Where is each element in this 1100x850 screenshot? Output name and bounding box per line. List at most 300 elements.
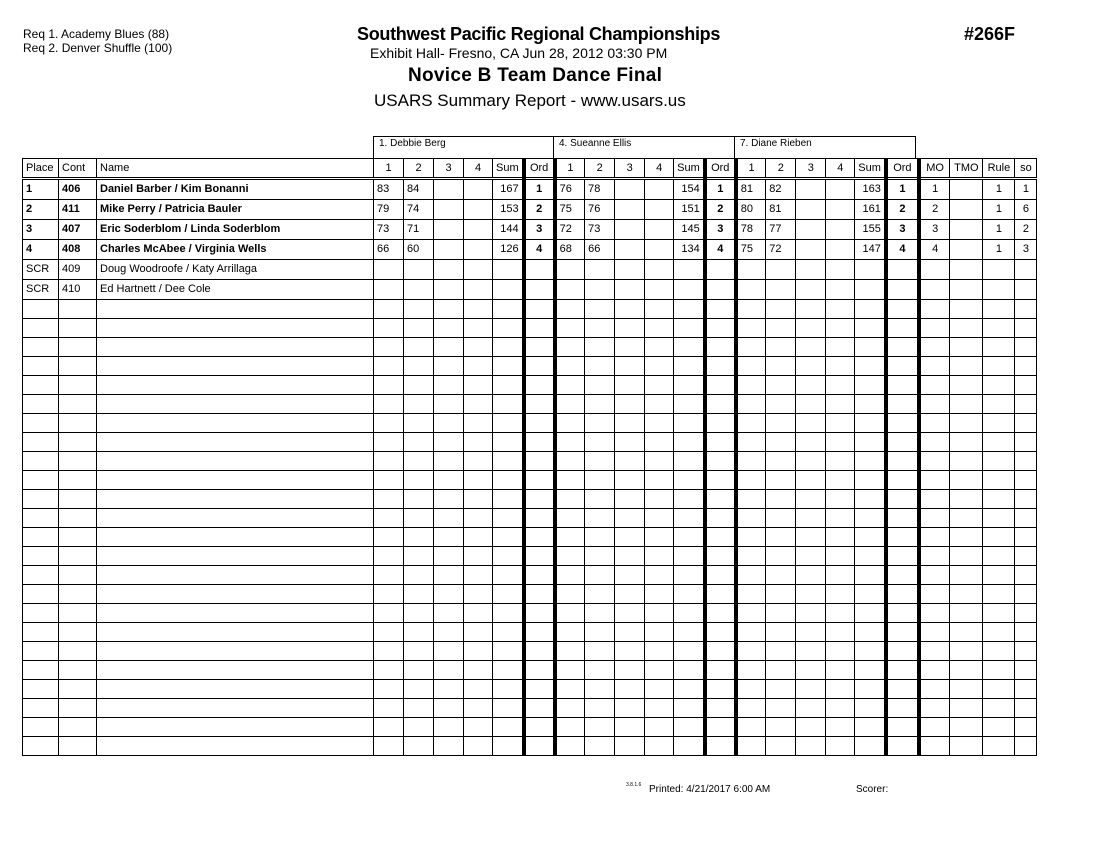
- score-cell: [674, 471, 705, 490]
- score-cell: [705, 547, 736, 566]
- score-cell: [736, 319, 766, 338]
- place-cell: [23, 718, 59, 737]
- score-cell: [645, 585, 674, 604]
- blank-row: [23, 509, 1037, 528]
- sum-cell: [493, 260, 524, 280]
- score-cell: [404, 490, 434, 509]
- place-cell: [23, 623, 59, 642]
- blank-row: [23, 737, 1037, 756]
- score-cell: [796, 414, 826, 433]
- blank-row: [23, 604, 1037, 623]
- score-cell: [374, 623, 404, 642]
- rule-cell: [983, 604, 1015, 623]
- score-cell: [374, 566, 404, 585]
- score-cell: [434, 737, 464, 756]
- score-cell: [886, 471, 919, 490]
- score-cell: [524, 471, 555, 490]
- cont-cell: [59, 585, 97, 604]
- score-cell: [434, 699, 464, 718]
- score-cell: [826, 528, 855, 547]
- score-cell: 75: [555, 200, 585, 220]
- name-cell: [97, 357, 374, 376]
- score-cell: [555, 260, 585, 280]
- score-cell: [766, 737, 796, 756]
- report-subtitle: USARS Summary Report - www.usars.us: [374, 91, 686, 110]
- name-cell: [97, 642, 374, 661]
- score-cell: [766, 260, 796, 280]
- score-cell: [645, 179, 674, 200]
- score-cell: [826, 661, 855, 680]
- mo-cell: [919, 433, 950, 452]
- score-cell: [493, 433, 524, 452]
- score-cell: [705, 376, 736, 395]
- score-cell: [855, 300, 886, 319]
- ord-cell: [886, 280, 919, 300]
- score-cell: [736, 490, 766, 509]
- score-cell: [615, 179, 645, 200]
- score-cell: 73: [374, 220, 404, 240]
- score-cell: [886, 338, 919, 357]
- score-cell: [493, 300, 524, 319]
- score-cell: [645, 509, 674, 528]
- score-cell: [826, 260, 855, 280]
- score-cell: [555, 680, 585, 699]
- rule-cell: [983, 452, 1015, 471]
- score-cell: [766, 433, 796, 452]
- score-cell: [524, 585, 555, 604]
- so-cell: [1015, 471, 1037, 490]
- score-cell: [374, 471, 404, 490]
- score-cell: [736, 395, 766, 414]
- score-cell: [736, 547, 766, 566]
- mo-cell: 2: [919, 200, 950, 220]
- score-cell: [826, 718, 855, 737]
- score-cell: [796, 623, 826, 642]
- score-cell: [615, 452, 645, 471]
- ord-cell: [705, 260, 736, 280]
- place-cell: [23, 642, 59, 661]
- score-cell: [826, 179, 855, 200]
- score-cell: [524, 452, 555, 471]
- place-cell: [23, 509, 59, 528]
- score-cell: [615, 338, 645, 357]
- name-cell: Ed Hartnett / Dee Cole: [97, 280, 374, 300]
- score-cell: [796, 452, 826, 471]
- score-cell: 71: [404, 220, 434, 240]
- score-cell: [464, 699, 493, 718]
- score-cell: [674, 718, 705, 737]
- mo-cell: [919, 718, 950, 737]
- cont-cell: [59, 414, 97, 433]
- mo-cell: [919, 547, 950, 566]
- mo-cell: [919, 338, 950, 357]
- name-cell: [97, 490, 374, 509]
- score-cell: [886, 319, 919, 338]
- mo-cell: [919, 604, 950, 623]
- score-cell: [555, 452, 585, 471]
- score-cell: [524, 642, 555, 661]
- score-cell: [886, 680, 919, 699]
- score-cell: [555, 566, 585, 585]
- score-cell: [585, 376, 615, 395]
- place-cell: [23, 357, 59, 376]
- score-cell: 72: [555, 220, 585, 240]
- col-header-tmo: TMO: [950, 159, 983, 179]
- name-cell: [97, 433, 374, 452]
- name-cell: Charles McAbee / Virginia Wells: [97, 240, 374, 260]
- score-cell: 79: [374, 200, 404, 220]
- score-cell: [493, 604, 524, 623]
- score-cell: [374, 642, 404, 661]
- score-cell: [886, 661, 919, 680]
- score-cell: [585, 680, 615, 699]
- score-cell: [374, 547, 404, 566]
- score-cell: [404, 357, 434, 376]
- cont-cell: [59, 547, 97, 566]
- score-cell: [615, 699, 645, 718]
- score-cell: [555, 490, 585, 509]
- software-version: 3.8.1.6: [626, 782, 642, 788]
- score-cell: [855, 338, 886, 357]
- place-cell: [23, 433, 59, 452]
- tmo-cell: [950, 220, 983, 240]
- score-cell: [524, 528, 555, 547]
- score-cell: [493, 699, 524, 718]
- score-cell: [615, 300, 645, 319]
- score-cell: [796, 395, 826, 414]
- score-cell: [736, 260, 766, 280]
- mo-cell: [919, 395, 950, 414]
- ord-cell: 4: [524, 240, 555, 260]
- score-cell: [705, 528, 736, 547]
- score-cell: [674, 661, 705, 680]
- rule-cell: 1: [983, 179, 1015, 200]
- col-header-judge1-1: 1: [374, 159, 404, 179]
- mo-cell: [919, 357, 950, 376]
- place-cell: 2: [23, 200, 59, 220]
- score-cell: 82: [766, 179, 796, 200]
- score-cell: [796, 547, 826, 566]
- score-cell: [645, 528, 674, 547]
- score-cell: [886, 490, 919, 509]
- score-cell: [464, 566, 493, 585]
- cont-cell: [59, 528, 97, 547]
- rule-cell: [983, 680, 1015, 699]
- place-cell: [23, 699, 59, 718]
- name-cell: [97, 680, 374, 699]
- score-cell: [464, 414, 493, 433]
- rule-cell: [983, 280, 1015, 300]
- score-cell: [796, 661, 826, 680]
- score-cell: [826, 338, 855, 357]
- so-cell: [1015, 260, 1037, 280]
- header-row: [23, 159, 1037, 179]
- score-cell: [855, 433, 886, 452]
- score-cell: [464, 452, 493, 471]
- score-cell: [493, 376, 524, 395]
- score-cell: [434, 220, 464, 240]
- mo-cell: 3: [919, 220, 950, 240]
- name-cell: Eric Soderblom / Linda Soderblom: [97, 220, 374, 240]
- score-cell: [855, 699, 886, 718]
- mo-cell: [919, 623, 950, 642]
- score-cell: [404, 566, 434, 585]
- so-cell: 3: [1015, 240, 1037, 260]
- score-cell: [766, 376, 796, 395]
- score-cell: [524, 376, 555, 395]
- score-cell: 83: [374, 179, 404, 200]
- score-cell: 77: [766, 220, 796, 240]
- rule-cell: [983, 642, 1015, 661]
- score-cell: [464, 661, 493, 680]
- score-cell: [736, 528, 766, 547]
- so-cell: 6: [1015, 200, 1037, 220]
- score-cell: [555, 737, 585, 756]
- score-cell: [434, 376, 464, 395]
- score-cell: [434, 452, 464, 471]
- score-cell: [766, 319, 796, 338]
- score-cell: [524, 357, 555, 376]
- col-header-judge2-4: 4: [645, 159, 674, 179]
- tmo-cell: [950, 240, 983, 260]
- score-cell: [555, 376, 585, 395]
- score-cell: 81: [736, 179, 766, 200]
- score-cell: [374, 737, 404, 756]
- score-cell: [404, 642, 434, 661]
- tmo-cell: [950, 471, 983, 490]
- score-cell: [736, 737, 766, 756]
- rule-cell: [983, 376, 1015, 395]
- score-cell: [705, 338, 736, 357]
- score-cell: [736, 357, 766, 376]
- score-cell: [674, 623, 705, 642]
- cont-cell: 406: [59, 179, 97, 200]
- score-cell: [855, 547, 886, 566]
- ord-cell: 1: [705, 179, 736, 200]
- cont-cell: [59, 604, 97, 623]
- score-cell: [404, 718, 434, 737]
- score-cell: [555, 471, 585, 490]
- score-cell: [736, 338, 766, 357]
- name-cell: [97, 395, 374, 414]
- score-cell: [464, 200, 493, 220]
- score-cell: [796, 220, 826, 240]
- score-cell: [886, 357, 919, 376]
- table-row: [23, 200, 1037, 220]
- rule-cell: 1: [983, 220, 1015, 240]
- score-cell: [796, 376, 826, 395]
- score-cell: [524, 300, 555, 319]
- place-cell: [23, 661, 59, 680]
- mo-cell: [919, 661, 950, 680]
- score-cell: [434, 528, 464, 547]
- score-cell: [826, 604, 855, 623]
- score-cell: [493, 395, 524, 414]
- score-cell: [645, 260, 674, 280]
- so-cell: [1015, 433, 1037, 452]
- score-cell: [585, 528, 615, 547]
- place-cell: [23, 300, 59, 319]
- score-cell: [645, 566, 674, 585]
- score-cell: [796, 319, 826, 338]
- score-cell: [493, 338, 524, 357]
- score-cell: [796, 718, 826, 737]
- mo-cell: [919, 376, 950, 395]
- score-cell: [615, 528, 645, 547]
- score-cell: [886, 300, 919, 319]
- score-cell: [585, 280, 615, 300]
- score-cell: [555, 661, 585, 680]
- ord-cell: [705, 280, 736, 300]
- score-cell: [674, 642, 705, 661]
- score-cell: [736, 699, 766, 718]
- score-cell: [464, 260, 493, 280]
- score-cell: [374, 680, 404, 699]
- tmo-cell: [950, 509, 983, 528]
- table-row: [23, 220, 1037, 240]
- blank-row: [23, 490, 1037, 509]
- score-cell: [434, 433, 464, 452]
- ord-cell: 4: [705, 240, 736, 260]
- rule-cell: [983, 718, 1015, 737]
- score-cell: [555, 319, 585, 338]
- score-cell: [855, 718, 886, 737]
- blank-row: [23, 452, 1037, 471]
- score-cell: [796, 509, 826, 528]
- score-cell: [796, 240, 826, 260]
- score-cell: [705, 661, 736, 680]
- place-cell: [23, 376, 59, 395]
- score-cell: [826, 566, 855, 585]
- score-cell: [766, 300, 796, 319]
- score-cell: 66: [374, 240, 404, 260]
- blank-row: [23, 718, 1037, 737]
- mo-cell: [919, 642, 950, 661]
- score-cell: [404, 547, 434, 566]
- so-cell: [1015, 357, 1037, 376]
- event-title: Novice B Team Dance Final: [408, 65, 663, 86]
- score-cell: [736, 623, 766, 642]
- mo-cell: [919, 300, 950, 319]
- tmo-cell: [950, 280, 983, 300]
- score-cell: [434, 300, 464, 319]
- score-cell: [524, 718, 555, 737]
- score-cell: [674, 509, 705, 528]
- cont-cell: [59, 661, 97, 680]
- score-cell: [524, 737, 555, 756]
- mo-cell: [919, 528, 950, 547]
- name-cell: [97, 623, 374, 642]
- blank-row: [23, 566, 1037, 585]
- col-header-judge3-2: 2: [766, 159, 796, 179]
- score-cell: [855, 585, 886, 604]
- score-cell: [674, 737, 705, 756]
- name-cell: [97, 718, 374, 737]
- blank-row: [23, 699, 1037, 718]
- so-cell: [1015, 661, 1037, 680]
- rule-cell: [983, 338, 1015, 357]
- rule-cell: [983, 509, 1015, 528]
- score-cell: [524, 414, 555, 433]
- sum-cell: [493, 280, 524, 300]
- score-cell: [464, 490, 493, 509]
- score-cell: [493, 357, 524, 376]
- score-cell: [826, 509, 855, 528]
- score-cell: [555, 547, 585, 566]
- cont-cell: 407: [59, 220, 97, 240]
- sum-cell: [674, 280, 705, 300]
- cont-cell: [59, 642, 97, 661]
- so-cell: [1015, 528, 1037, 547]
- venue-datetime: Exhibit Hall- Fresno, CA Jun 28, 2012 03:30 PM: [370, 45, 668, 61]
- place-cell: 3: [23, 220, 59, 240]
- score-cell: [886, 509, 919, 528]
- so-cell: [1015, 642, 1037, 661]
- blank-row: [23, 661, 1037, 680]
- score-cell: [705, 680, 736, 699]
- name-cell: [97, 661, 374, 680]
- score-cell: [555, 395, 585, 414]
- score-cell: [645, 623, 674, 642]
- rule-cell: [983, 585, 1015, 604]
- tmo-cell: [950, 490, 983, 509]
- score-cell: [855, 737, 886, 756]
- score-cell: [736, 680, 766, 699]
- score-cell: [796, 471, 826, 490]
- score-cell: [766, 280, 796, 300]
- place-cell: [23, 414, 59, 433]
- score-cell: [615, 433, 645, 452]
- score-cell: [585, 471, 615, 490]
- score-cell: [464, 509, 493, 528]
- score-cell: [705, 357, 736, 376]
- score-cell: [705, 585, 736, 604]
- score-cell: 68: [555, 240, 585, 260]
- so-cell: [1015, 680, 1037, 699]
- score-cell: [464, 376, 493, 395]
- score-cell: [855, 604, 886, 623]
- score-cell: [826, 376, 855, 395]
- name-cell: [97, 319, 374, 338]
- cont-cell: [59, 300, 97, 319]
- score-cell: [645, 737, 674, 756]
- score-cell: [886, 623, 919, 642]
- score-cell: [796, 490, 826, 509]
- tmo-cell: [950, 623, 983, 642]
- so-cell: [1015, 699, 1037, 718]
- ord-cell: 2: [524, 200, 555, 220]
- score-cell: [855, 395, 886, 414]
- table-row: [23, 260, 1037, 280]
- score-cell: [674, 338, 705, 357]
- tmo-cell: [950, 528, 983, 547]
- score-cell: [674, 395, 705, 414]
- place-cell: [23, 319, 59, 338]
- score-cell: [615, 357, 645, 376]
- score-cell: 76: [555, 179, 585, 200]
- score-cell: [855, 490, 886, 509]
- score-cell: [615, 395, 645, 414]
- score-cell: [766, 642, 796, 661]
- score-cell: 78: [585, 179, 615, 200]
- score-cell: [705, 642, 736, 661]
- place-cell: [23, 528, 59, 547]
- score-cell: [464, 240, 493, 260]
- cont-cell: [59, 490, 97, 509]
- col-header-so: so: [1015, 159, 1037, 179]
- so-cell: [1015, 509, 1037, 528]
- rule-cell: [983, 623, 1015, 642]
